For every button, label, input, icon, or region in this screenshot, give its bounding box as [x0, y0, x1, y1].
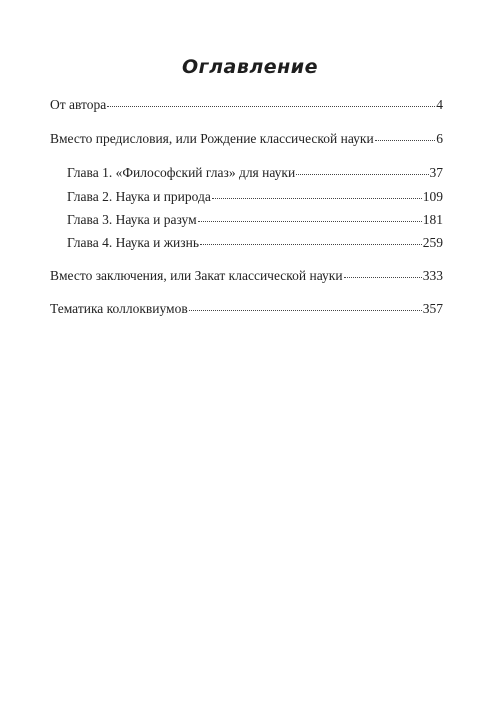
toc-entry-page: 109	[422, 189, 443, 204]
toc-entry-label: Вместо предисловия, или Рождение классической науки	[50, 131, 374, 146]
toc-entry-page: 333	[422, 268, 443, 283]
dot-leader	[189, 300, 422, 311]
toc-entry-chapter-1	[67, 165, 443, 181]
toc-entry-label: Тематика коллоквиумов	[50, 301, 188, 316]
toc-entry-chapter-3	[67, 212, 443, 228]
toc-entry-preface	[50, 131, 443, 147]
dot-leader	[375, 130, 436, 141]
dot-leader	[344, 267, 422, 278]
dot-leader	[200, 234, 422, 245]
toc-entry-page: 4	[436, 97, 443, 112]
toc-entry-label: Глава 4. Наука и жизнь	[67, 235, 199, 250]
toc-entry-page: 6	[436, 131, 443, 146]
toc-entry-page: 259	[422, 235, 443, 250]
dot-leader	[198, 211, 422, 222]
toc-title: Оглавление	[182, 56, 318, 78]
toc-entry-chapter-4	[67, 235, 443, 251]
dot-leader	[212, 188, 422, 199]
toc-entry-from-author	[50, 97, 443, 113]
toc-entry-page: 357	[422, 301, 443, 316]
dot-leader	[107, 96, 435, 107]
toc-entry-colloquia	[50, 301, 443, 317]
toc-entry-chapter-2	[67, 189, 443, 205]
toc-entry-label: От автора	[50, 97, 107, 112]
toc-entry-conclusion	[50, 268, 443, 284]
toc-entry-label: Глава 2. Наука и природа	[67, 189, 211, 204]
toc-entry-page: 37	[429, 165, 443, 180]
dot-leader	[296, 164, 428, 175]
toc-entry-label: Глава 3. Наука и разум	[67, 212, 197, 227]
toc-entry-label: Вместо заключения, или Закат классической науки	[50, 268, 343, 283]
toc-entry-page: 181	[422, 212, 443, 227]
toc-entry-label: Глава 1. «Философский глаз» для науки	[67, 165, 296, 180]
